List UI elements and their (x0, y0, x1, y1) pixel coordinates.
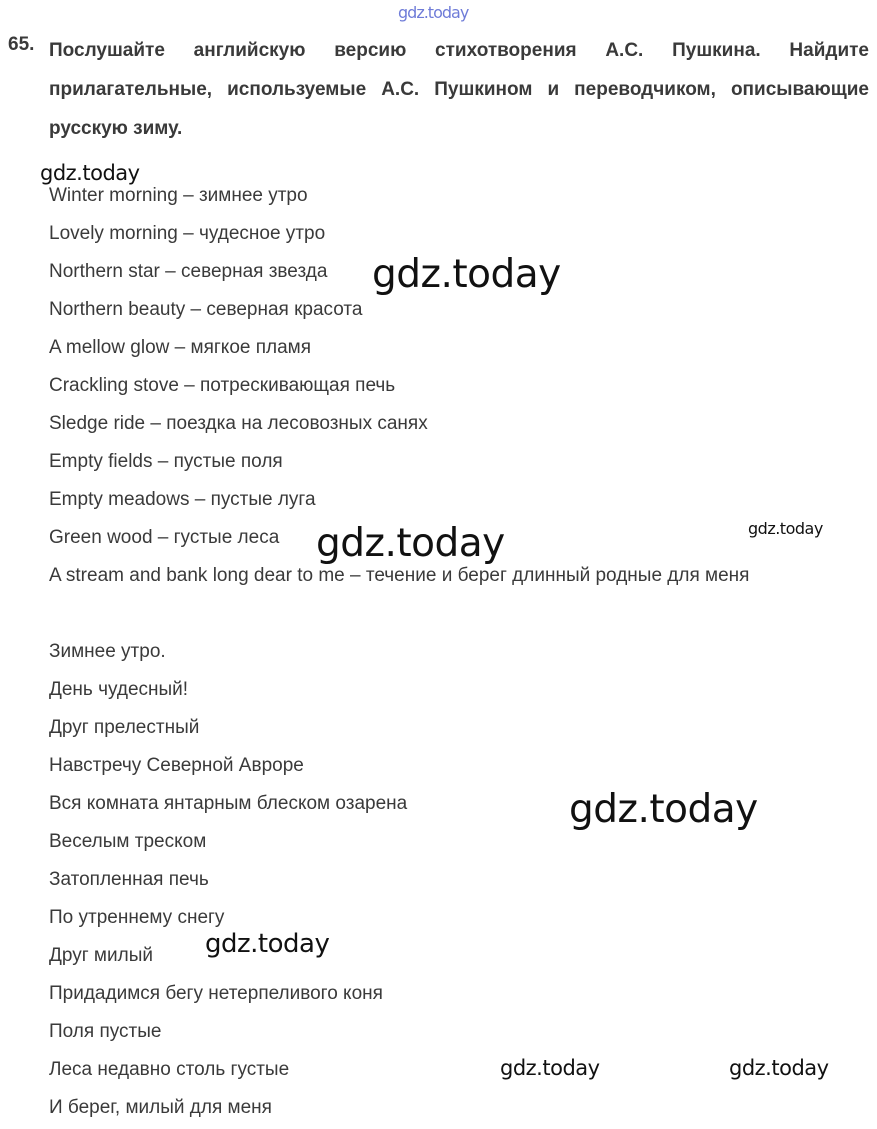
task-text: Послушайте английскую версию стихотворения А.С. Пушкина. Найдите прилагательные, используемые А.С. Пушкином и переводчиком, описывающие русскую зиму. (49, 40, 869, 139)
translation-line: Northern star – северная звезда (49, 261, 328, 282)
watermark: gdz.today (40, 161, 140, 185)
watermark: gdz.today (748, 519, 823, 538)
watermark: gdz.today (729, 1056, 829, 1080)
translation-line: Empty meadows – пустые луга (49, 489, 316, 510)
poem-line: Затопленная печь (49, 869, 209, 890)
poem-line: День чудесный! (49, 679, 189, 700)
watermark: gdz.today (569, 787, 758, 832)
poem-line: Леса недавно столь густые (49, 1059, 290, 1080)
translation-line: Empty fields – пустые поля (49, 451, 283, 472)
translation-line: Sledge ride – поездка на лесовозных санях (49, 413, 428, 434)
poem-line: И берег, милый для меня (49, 1097, 272, 1118)
poem-line: Придадимся бегу нетерпеливого коня (49, 983, 383, 1004)
task-number: 65. (8, 34, 35, 55)
watermark: gdz.today (500, 1056, 600, 1080)
translation-line: Green wood – густые леса (49, 527, 280, 548)
watermark: gdz.today (316, 521, 505, 566)
poem-line: Поля пустые (49, 1021, 162, 1042)
poem-line: Зимнее утро. (49, 641, 166, 662)
poem-line: Друг прелестный (49, 717, 200, 738)
poem-line: Друг милый (49, 945, 153, 966)
poem-line: Навстречу Северной Авроре (49, 755, 304, 776)
header-watermark: gdz.today (398, 3, 469, 22)
translation-line: A mellow glow – мягкое пламя (49, 337, 312, 358)
poem-line: По утреннему снегу (49, 907, 225, 928)
poem-line: Веселым треском (49, 831, 207, 852)
poem-line: Вся комната янтарным блеском озарена (49, 793, 408, 814)
watermark: gdz.today (205, 929, 330, 959)
translation-line: Winter morning – зимнее утро (49, 185, 308, 206)
translation-line: Northern beauty – северная красота (49, 299, 363, 320)
translation-line: A stream and bank long dear to me – течение и берег длинный родные для меня (49, 565, 750, 586)
watermark: gdz.today (372, 252, 561, 297)
translation-line: Crackling stove – потрескивающая печь (49, 375, 396, 396)
translation-line: Lovely morning – чудесное утро (49, 223, 326, 244)
